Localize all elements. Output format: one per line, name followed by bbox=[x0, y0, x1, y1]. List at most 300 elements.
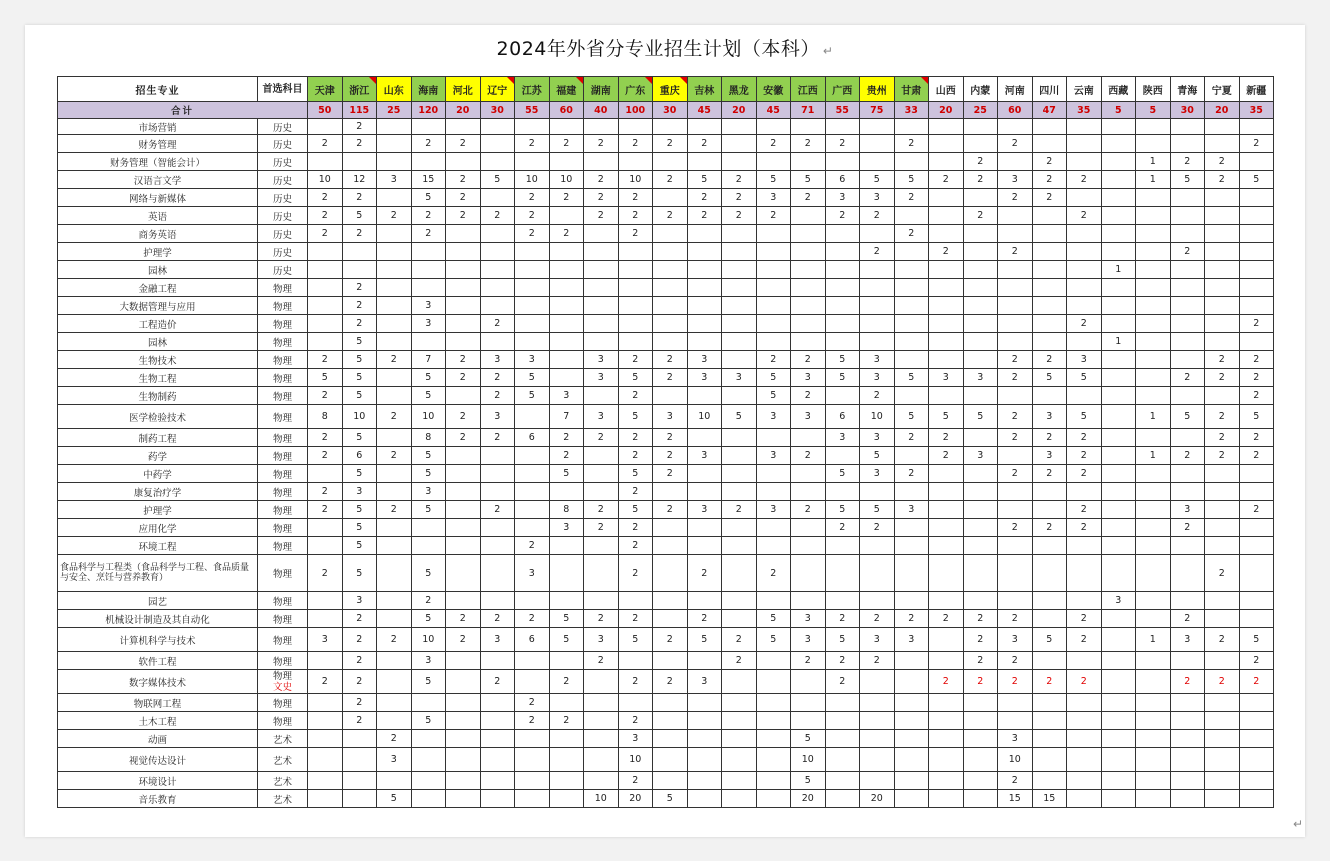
quota-cell bbox=[825, 297, 860, 315]
quota-cell bbox=[549, 351, 584, 369]
table-row bbox=[58, 790, 1274, 808]
quota-cell bbox=[1170, 483, 1205, 501]
subject-cell: 物理 bbox=[258, 297, 308, 315]
quota-cell bbox=[1136, 429, 1171, 447]
quota-cell bbox=[1170, 537, 1205, 555]
quota-cell: 2 bbox=[1205, 429, 1240, 447]
quota-cell bbox=[963, 537, 998, 555]
subject-cell: 物理 bbox=[258, 369, 308, 387]
quota-cell bbox=[791, 670, 826, 694]
quota-cell bbox=[722, 537, 757, 555]
major-cell: 工程造价 bbox=[58, 315, 258, 333]
quota-cell bbox=[549, 119, 584, 135]
quota-cell bbox=[894, 333, 929, 351]
quota-cell bbox=[446, 387, 481, 405]
quota-cell: 2 bbox=[929, 670, 964, 694]
quota-cell bbox=[342, 748, 377, 772]
quota-cell: 2 bbox=[342, 189, 377, 207]
quota-cell bbox=[549, 652, 584, 670]
quota-cell bbox=[1136, 694, 1171, 712]
quota-cell bbox=[411, 243, 446, 261]
quota-cell bbox=[549, 592, 584, 610]
quota-cell bbox=[1032, 119, 1067, 135]
quota-cell: 3 bbox=[1101, 592, 1136, 610]
province-header bbox=[998, 77, 1033, 102]
quota-cell: 5 bbox=[1032, 628, 1067, 652]
quota-cell: 2 bbox=[998, 772, 1033, 790]
quota-cell bbox=[722, 519, 757, 537]
quota-cell bbox=[446, 772, 481, 790]
quota-cell: 2 bbox=[825, 207, 860, 225]
quota-cell: 2 bbox=[1067, 315, 1102, 333]
quota-cell bbox=[480, 189, 515, 207]
quota-cell bbox=[515, 297, 550, 315]
province-header bbox=[653, 77, 688, 102]
quota-cell bbox=[756, 243, 791, 261]
quota-cell: 3 bbox=[411, 483, 446, 501]
subject-secondary: 文史 bbox=[272, 681, 292, 693]
quota-cell: 3 bbox=[308, 628, 343, 652]
quota-cell: 2 bbox=[653, 369, 688, 387]
quota-cell: 2 bbox=[687, 207, 722, 225]
province-header bbox=[1101, 77, 1136, 102]
quota-cell: 2 bbox=[618, 225, 653, 243]
quota-cell: 3 bbox=[377, 748, 412, 772]
quota-cell: 2 bbox=[860, 387, 895, 405]
quota-cell bbox=[998, 315, 1033, 333]
major-cell: 中药学 bbox=[58, 465, 258, 483]
quota-cell: 2 bbox=[1067, 670, 1102, 694]
quota-cell bbox=[618, 153, 653, 171]
quota-cell: 2 bbox=[411, 592, 446, 610]
quota-cell bbox=[1170, 772, 1205, 790]
quota-cell bbox=[1032, 483, 1067, 501]
quota-cell bbox=[480, 790, 515, 808]
quota-cell bbox=[687, 153, 722, 171]
quota-cell bbox=[1205, 387, 1240, 405]
quota-cell: 2 bbox=[1170, 670, 1205, 694]
quota-cell bbox=[860, 694, 895, 712]
quota-cell bbox=[894, 207, 929, 225]
quota-cell: 2 bbox=[342, 652, 377, 670]
comment-marker-icon bbox=[645, 77, 652, 84]
quota-cell: 2 bbox=[549, 447, 584, 465]
quota-cell bbox=[1032, 297, 1067, 315]
quota-cell bbox=[1205, 119, 1240, 135]
quota-cell bbox=[1067, 652, 1102, 670]
quota-cell: 3 bbox=[480, 405, 515, 429]
quota-cell: 2 bbox=[687, 189, 722, 207]
quota-cell bbox=[998, 153, 1033, 171]
total-cell: 45 bbox=[756, 102, 791, 119]
quota-cell: 2 bbox=[1067, 447, 1102, 465]
quota-cell bbox=[515, 279, 550, 297]
quota-cell bbox=[377, 483, 412, 501]
major-cell: 大数据管理与应用 bbox=[58, 297, 258, 315]
quota-cell bbox=[480, 712, 515, 730]
total-cell: 55 bbox=[825, 102, 860, 119]
quota-cell: 2 bbox=[963, 670, 998, 694]
total-cell: 45 bbox=[687, 102, 722, 119]
table-row bbox=[58, 694, 1274, 712]
quota-cell bbox=[687, 790, 722, 808]
quota-cell bbox=[584, 333, 619, 351]
quota-cell bbox=[929, 772, 964, 790]
quota-cell bbox=[618, 119, 653, 135]
quota-cell bbox=[1032, 537, 1067, 555]
quota-cell bbox=[584, 387, 619, 405]
quota-cell: 2 bbox=[1170, 447, 1205, 465]
quota-cell bbox=[1205, 297, 1240, 315]
quota-cell bbox=[722, 119, 757, 135]
quota-cell: 3 bbox=[860, 351, 895, 369]
quota-cell bbox=[963, 333, 998, 351]
quota-cell bbox=[1205, 537, 1240, 555]
quota-cell bbox=[1239, 189, 1274, 207]
subject-cell: 物理 bbox=[258, 610, 308, 628]
quota-cell bbox=[1101, 171, 1136, 189]
quota-cell: 2 bbox=[653, 501, 688, 519]
quota-cell bbox=[998, 333, 1033, 351]
quota-cell bbox=[929, 207, 964, 225]
quota-cell bbox=[584, 712, 619, 730]
quota-cell bbox=[825, 261, 860, 279]
province-name: 广东 bbox=[625, 85, 646, 97]
enrollment-plan-table bbox=[57, 76, 1274, 808]
quota-cell: 5 bbox=[860, 171, 895, 189]
quota-cell bbox=[998, 555, 1033, 592]
quota-cell bbox=[1136, 537, 1171, 555]
total-label: 合计 bbox=[58, 102, 308, 119]
quota-cell bbox=[446, 694, 481, 712]
quota-cell bbox=[1170, 351, 1205, 369]
table-row bbox=[58, 405, 1274, 429]
quota-cell bbox=[791, 694, 826, 712]
quota-cell bbox=[653, 225, 688, 243]
quota-cell: 2 bbox=[687, 135, 722, 153]
quota-cell bbox=[825, 153, 860, 171]
quota-cell bbox=[1101, 369, 1136, 387]
quota-cell bbox=[756, 694, 791, 712]
quota-cell: 2 bbox=[446, 628, 481, 652]
quota-cell bbox=[480, 519, 515, 537]
quota-cell bbox=[308, 694, 343, 712]
quota-cell bbox=[1170, 465, 1205, 483]
quota-cell bbox=[998, 387, 1033, 405]
quota-cell bbox=[1239, 592, 1274, 610]
quota-cell bbox=[584, 730, 619, 748]
quota-cell: 3 bbox=[756, 189, 791, 207]
quota-cell: 2 bbox=[446, 610, 481, 628]
quota-cell: 2 bbox=[791, 652, 826, 670]
quota-cell: 2 bbox=[998, 610, 1033, 628]
quota-cell bbox=[308, 537, 343, 555]
quota-cell: 10 bbox=[860, 405, 895, 429]
quota-cell bbox=[1136, 261, 1171, 279]
total-cell: 35 bbox=[1067, 102, 1102, 119]
quota-cell bbox=[1205, 519, 1240, 537]
province-header bbox=[549, 77, 584, 102]
quota-cell bbox=[480, 243, 515, 261]
quota-cell: 2 bbox=[1205, 351, 1240, 369]
quota-cell bbox=[1101, 628, 1136, 652]
quota-cell bbox=[1101, 351, 1136, 369]
quota-cell bbox=[756, 772, 791, 790]
total-cell: 5 bbox=[1136, 102, 1171, 119]
quota-cell: 2 bbox=[998, 369, 1033, 387]
quota-cell bbox=[1101, 537, 1136, 555]
quota-cell bbox=[308, 712, 343, 730]
quota-cell: 5 bbox=[756, 628, 791, 652]
quota-cell bbox=[1170, 207, 1205, 225]
quota-cell bbox=[963, 748, 998, 772]
quota-cell: 2 bbox=[342, 628, 377, 652]
quota-cell bbox=[687, 225, 722, 243]
major-cell: 制药工程 bbox=[58, 429, 258, 447]
quota-cell bbox=[549, 369, 584, 387]
quota-cell bbox=[653, 772, 688, 790]
subject-cell: 物理 bbox=[258, 465, 308, 483]
quota-cell bbox=[825, 790, 860, 808]
quota-cell: 2 bbox=[308, 351, 343, 369]
quota-cell bbox=[1205, 135, 1240, 153]
quota-cell: 3 bbox=[860, 628, 895, 652]
quota-cell bbox=[687, 730, 722, 748]
quota-cell: 7 bbox=[411, 351, 446, 369]
quota-cell bbox=[446, 447, 481, 465]
quota-cell bbox=[308, 333, 343, 351]
quota-cell: 3 bbox=[1067, 351, 1102, 369]
quota-cell: 2 bbox=[411, 225, 446, 243]
quota-cell bbox=[653, 519, 688, 537]
quota-cell bbox=[722, 279, 757, 297]
quota-cell bbox=[308, 153, 343, 171]
quota-cell: 2 bbox=[377, 405, 412, 429]
quota-cell bbox=[860, 135, 895, 153]
quota-cell: 2 bbox=[308, 225, 343, 243]
quota-cell bbox=[791, 537, 826, 555]
major-cell: 康复治疗学 bbox=[58, 483, 258, 501]
quota-cell: 2 bbox=[377, 207, 412, 225]
quota-cell: 2 bbox=[756, 135, 791, 153]
quota-cell bbox=[1136, 369, 1171, 387]
quota-cell: 2 bbox=[480, 369, 515, 387]
major-cell: 网络与新媒体 bbox=[58, 189, 258, 207]
quota-cell bbox=[1239, 279, 1274, 297]
quota-cell: 10 bbox=[411, 628, 446, 652]
quota-cell bbox=[791, 429, 826, 447]
quota-cell bbox=[1136, 135, 1171, 153]
table-row bbox=[58, 369, 1274, 387]
quota-cell: 2 bbox=[515, 537, 550, 555]
subject-cell: 物理 bbox=[258, 537, 308, 555]
quota-cell: 5 bbox=[342, 501, 377, 519]
quota-cell: 3 bbox=[860, 189, 895, 207]
quota-cell bbox=[894, 592, 929, 610]
quota-cell bbox=[1205, 207, 1240, 225]
quota-cell: 2 bbox=[1067, 465, 1102, 483]
quota-cell: 2 bbox=[308, 429, 343, 447]
quota-cell bbox=[1205, 790, 1240, 808]
quota-cell bbox=[929, 628, 964, 652]
quota-cell bbox=[1170, 592, 1205, 610]
quota-cell: 2 bbox=[480, 610, 515, 628]
major-cell: 视觉传达设计 bbox=[58, 748, 258, 772]
quota-cell: 2 bbox=[342, 119, 377, 135]
quota-cell: 5 bbox=[860, 501, 895, 519]
quota-cell bbox=[998, 483, 1033, 501]
total-row bbox=[58, 102, 1274, 119]
quota-cell: 2 bbox=[1239, 369, 1274, 387]
quota-cell: 2 bbox=[618, 387, 653, 405]
quota-cell bbox=[756, 429, 791, 447]
total-cell: 55 bbox=[515, 102, 550, 119]
province-name: 江西 bbox=[797, 85, 818, 97]
quota-cell bbox=[446, 279, 481, 297]
subject-cell: 历史 bbox=[258, 153, 308, 171]
quota-cell bbox=[1101, 465, 1136, 483]
quota-cell bbox=[687, 519, 722, 537]
quota-cell: 5 bbox=[342, 555, 377, 592]
quota-cell: 12 bbox=[342, 171, 377, 189]
quota-cell bbox=[308, 652, 343, 670]
quota-cell bbox=[515, 772, 550, 790]
quota-cell: 3 bbox=[825, 429, 860, 447]
quota-cell bbox=[687, 297, 722, 315]
quota-cell: 2 bbox=[894, 189, 929, 207]
quota-cell: 5 bbox=[1067, 405, 1102, 429]
quota-cell: 6 bbox=[825, 171, 860, 189]
quota-cell: 2 bbox=[549, 135, 584, 153]
province-header bbox=[1239, 77, 1274, 102]
quota-cell bbox=[584, 243, 619, 261]
quota-cell: 2 bbox=[825, 652, 860, 670]
quota-cell bbox=[756, 712, 791, 730]
quota-cell: 2 bbox=[584, 135, 619, 153]
table-row bbox=[58, 447, 1274, 465]
quota-cell bbox=[791, 712, 826, 730]
quota-cell bbox=[549, 483, 584, 501]
quota-cell bbox=[653, 652, 688, 670]
quota-cell bbox=[515, 790, 550, 808]
quota-cell: 2 bbox=[653, 429, 688, 447]
quota-cell: 5 bbox=[894, 171, 929, 189]
quota-cell bbox=[549, 261, 584, 279]
quota-cell bbox=[687, 465, 722, 483]
quota-cell: 5 bbox=[756, 369, 791, 387]
subject-cell: 物理 bbox=[258, 555, 308, 592]
quota-cell bbox=[515, 447, 550, 465]
quota-cell bbox=[584, 225, 619, 243]
quota-cell bbox=[411, 119, 446, 135]
quota-cell: 10 bbox=[618, 171, 653, 189]
quota-cell bbox=[1032, 730, 1067, 748]
quota-cell bbox=[549, 297, 584, 315]
province-name: 吉林 bbox=[694, 85, 715, 97]
quota-cell bbox=[653, 297, 688, 315]
quota-cell: 2 bbox=[446, 189, 481, 207]
quota-cell bbox=[1205, 652, 1240, 670]
quota-cell: 2 bbox=[618, 772, 653, 790]
table-row bbox=[58, 555, 1274, 592]
quota-cell bbox=[929, 465, 964, 483]
province-name: 海南 bbox=[418, 85, 439, 97]
major-cell: 园林 bbox=[58, 333, 258, 351]
quota-cell bbox=[446, 297, 481, 315]
quota-cell bbox=[963, 772, 998, 790]
quota-cell bbox=[377, 279, 412, 297]
quota-cell bbox=[963, 592, 998, 610]
quota-cell bbox=[1067, 730, 1102, 748]
quota-cell bbox=[1205, 772, 1240, 790]
quota-cell: 3 bbox=[791, 369, 826, 387]
quota-cell: 2 bbox=[722, 501, 757, 519]
quota-cell bbox=[1170, 297, 1205, 315]
quota-cell: 3 bbox=[653, 405, 688, 429]
quota-cell: 2 bbox=[308, 555, 343, 592]
quota-cell: 2 bbox=[963, 652, 998, 670]
quota-cell bbox=[1067, 592, 1102, 610]
quota-cell: 3 bbox=[515, 351, 550, 369]
quota-cell bbox=[860, 225, 895, 243]
quota-cell bbox=[1101, 207, 1136, 225]
quota-cell bbox=[515, 483, 550, 501]
quota-cell bbox=[1170, 748, 1205, 772]
quota-cell bbox=[963, 555, 998, 592]
quota-cell bbox=[549, 555, 584, 592]
quota-cell: 2 bbox=[584, 429, 619, 447]
major-cell: 园艺 bbox=[58, 592, 258, 610]
quota-cell: 2 bbox=[618, 670, 653, 694]
quota-cell bbox=[963, 351, 998, 369]
quota-cell bbox=[1136, 189, 1171, 207]
quota-cell bbox=[756, 652, 791, 670]
quota-cell: 10 bbox=[687, 405, 722, 429]
quota-cell: 2 bbox=[653, 670, 688, 694]
subject-cell: 物理 bbox=[258, 628, 308, 652]
quota-cell bbox=[653, 592, 688, 610]
subject-cell bbox=[258, 670, 308, 694]
quota-cell bbox=[549, 153, 584, 171]
quota-cell bbox=[963, 119, 998, 135]
province-name: 青海 bbox=[1177, 85, 1198, 97]
quota-cell bbox=[653, 694, 688, 712]
quota-cell: 10 bbox=[584, 790, 619, 808]
total-cell: 40 bbox=[584, 102, 619, 119]
quota-cell bbox=[446, 652, 481, 670]
quota-cell bbox=[515, 501, 550, 519]
quota-cell: 15 bbox=[998, 790, 1033, 808]
quota-cell: 2 bbox=[377, 351, 412, 369]
quota-cell bbox=[791, 279, 826, 297]
quota-cell bbox=[618, 333, 653, 351]
quota-cell: 2 bbox=[342, 694, 377, 712]
quota-cell: 2 bbox=[653, 207, 688, 225]
quota-cell bbox=[411, 261, 446, 279]
quota-cell bbox=[894, 748, 929, 772]
title-text: 2024年外省分专业招生计划（本科） bbox=[496, 38, 820, 60]
quota-cell bbox=[963, 465, 998, 483]
quota-cell bbox=[963, 225, 998, 243]
table-row bbox=[58, 351, 1274, 369]
quota-cell bbox=[308, 465, 343, 483]
quota-cell: 2 bbox=[584, 189, 619, 207]
quota-cell: 5 bbox=[825, 351, 860, 369]
quota-cell bbox=[860, 772, 895, 790]
total-cell: 20 bbox=[722, 102, 757, 119]
quota-cell: 2 bbox=[549, 189, 584, 207]
quota-cell bbox=[411, 694, 446, 712]
